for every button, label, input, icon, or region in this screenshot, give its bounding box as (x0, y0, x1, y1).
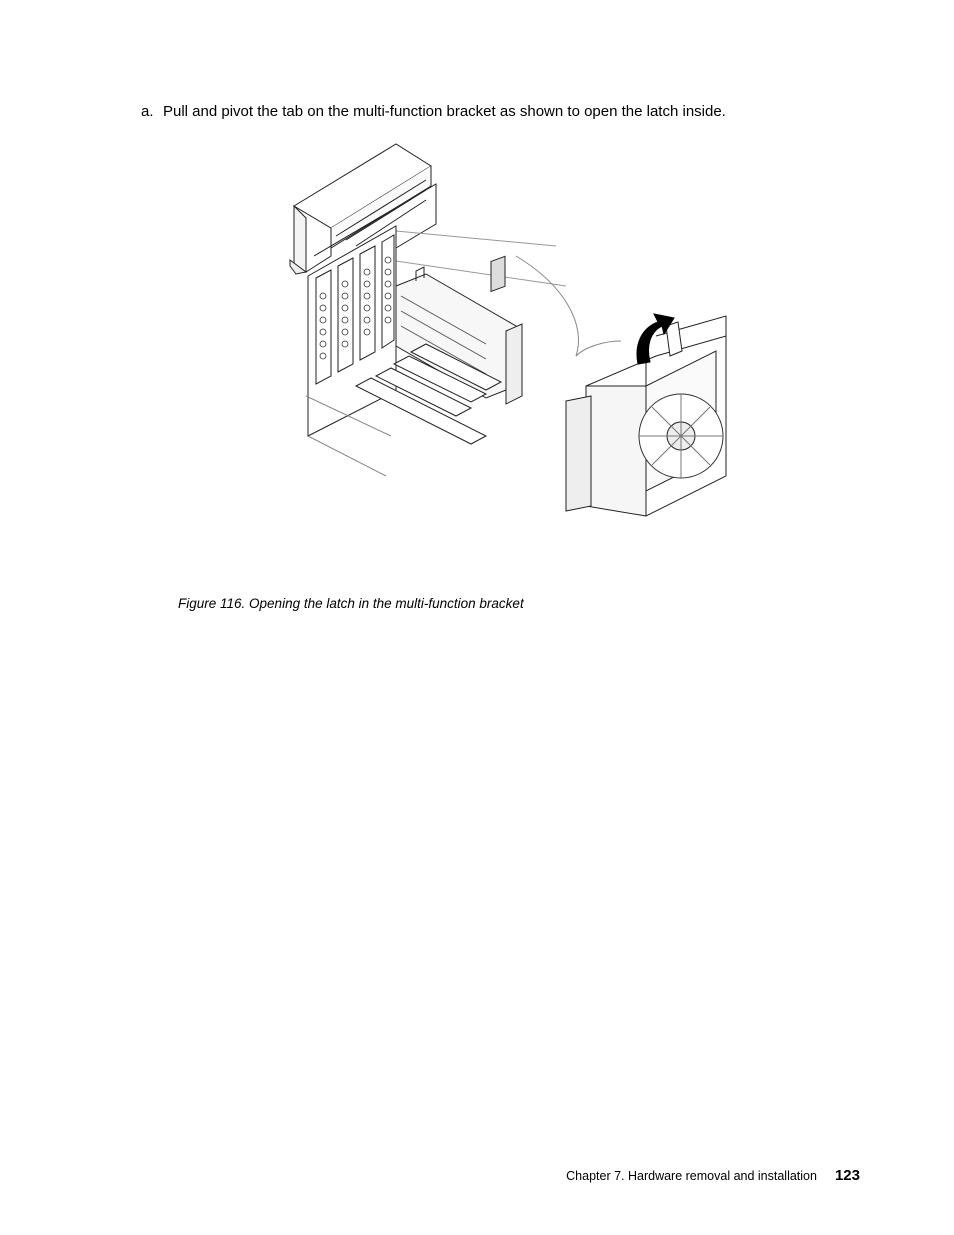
page-number: 123 (834, 1167, 860, 1184)
step-marker: a. (141, 103, 154, 120)
pcie-slot-panel-drawing (308, 226, 396, 436)
page-footer (566, 1166, 860, 1186)
figure-illustration (286, 136, 742, 576)
figure-caption: Figure 116. Opening the latch in the multi-function bracket (178, 596, 524, 611)
instruction-step (141, 102, 861, 122)
footer-chapter: Chapter 7. Hardware removal and installation (566, 1169, 817, 1183)
step-text: Pull and pivot the tab on the multi-function bracket as shown to open the latch inside. (163, 103, 726, 120)
